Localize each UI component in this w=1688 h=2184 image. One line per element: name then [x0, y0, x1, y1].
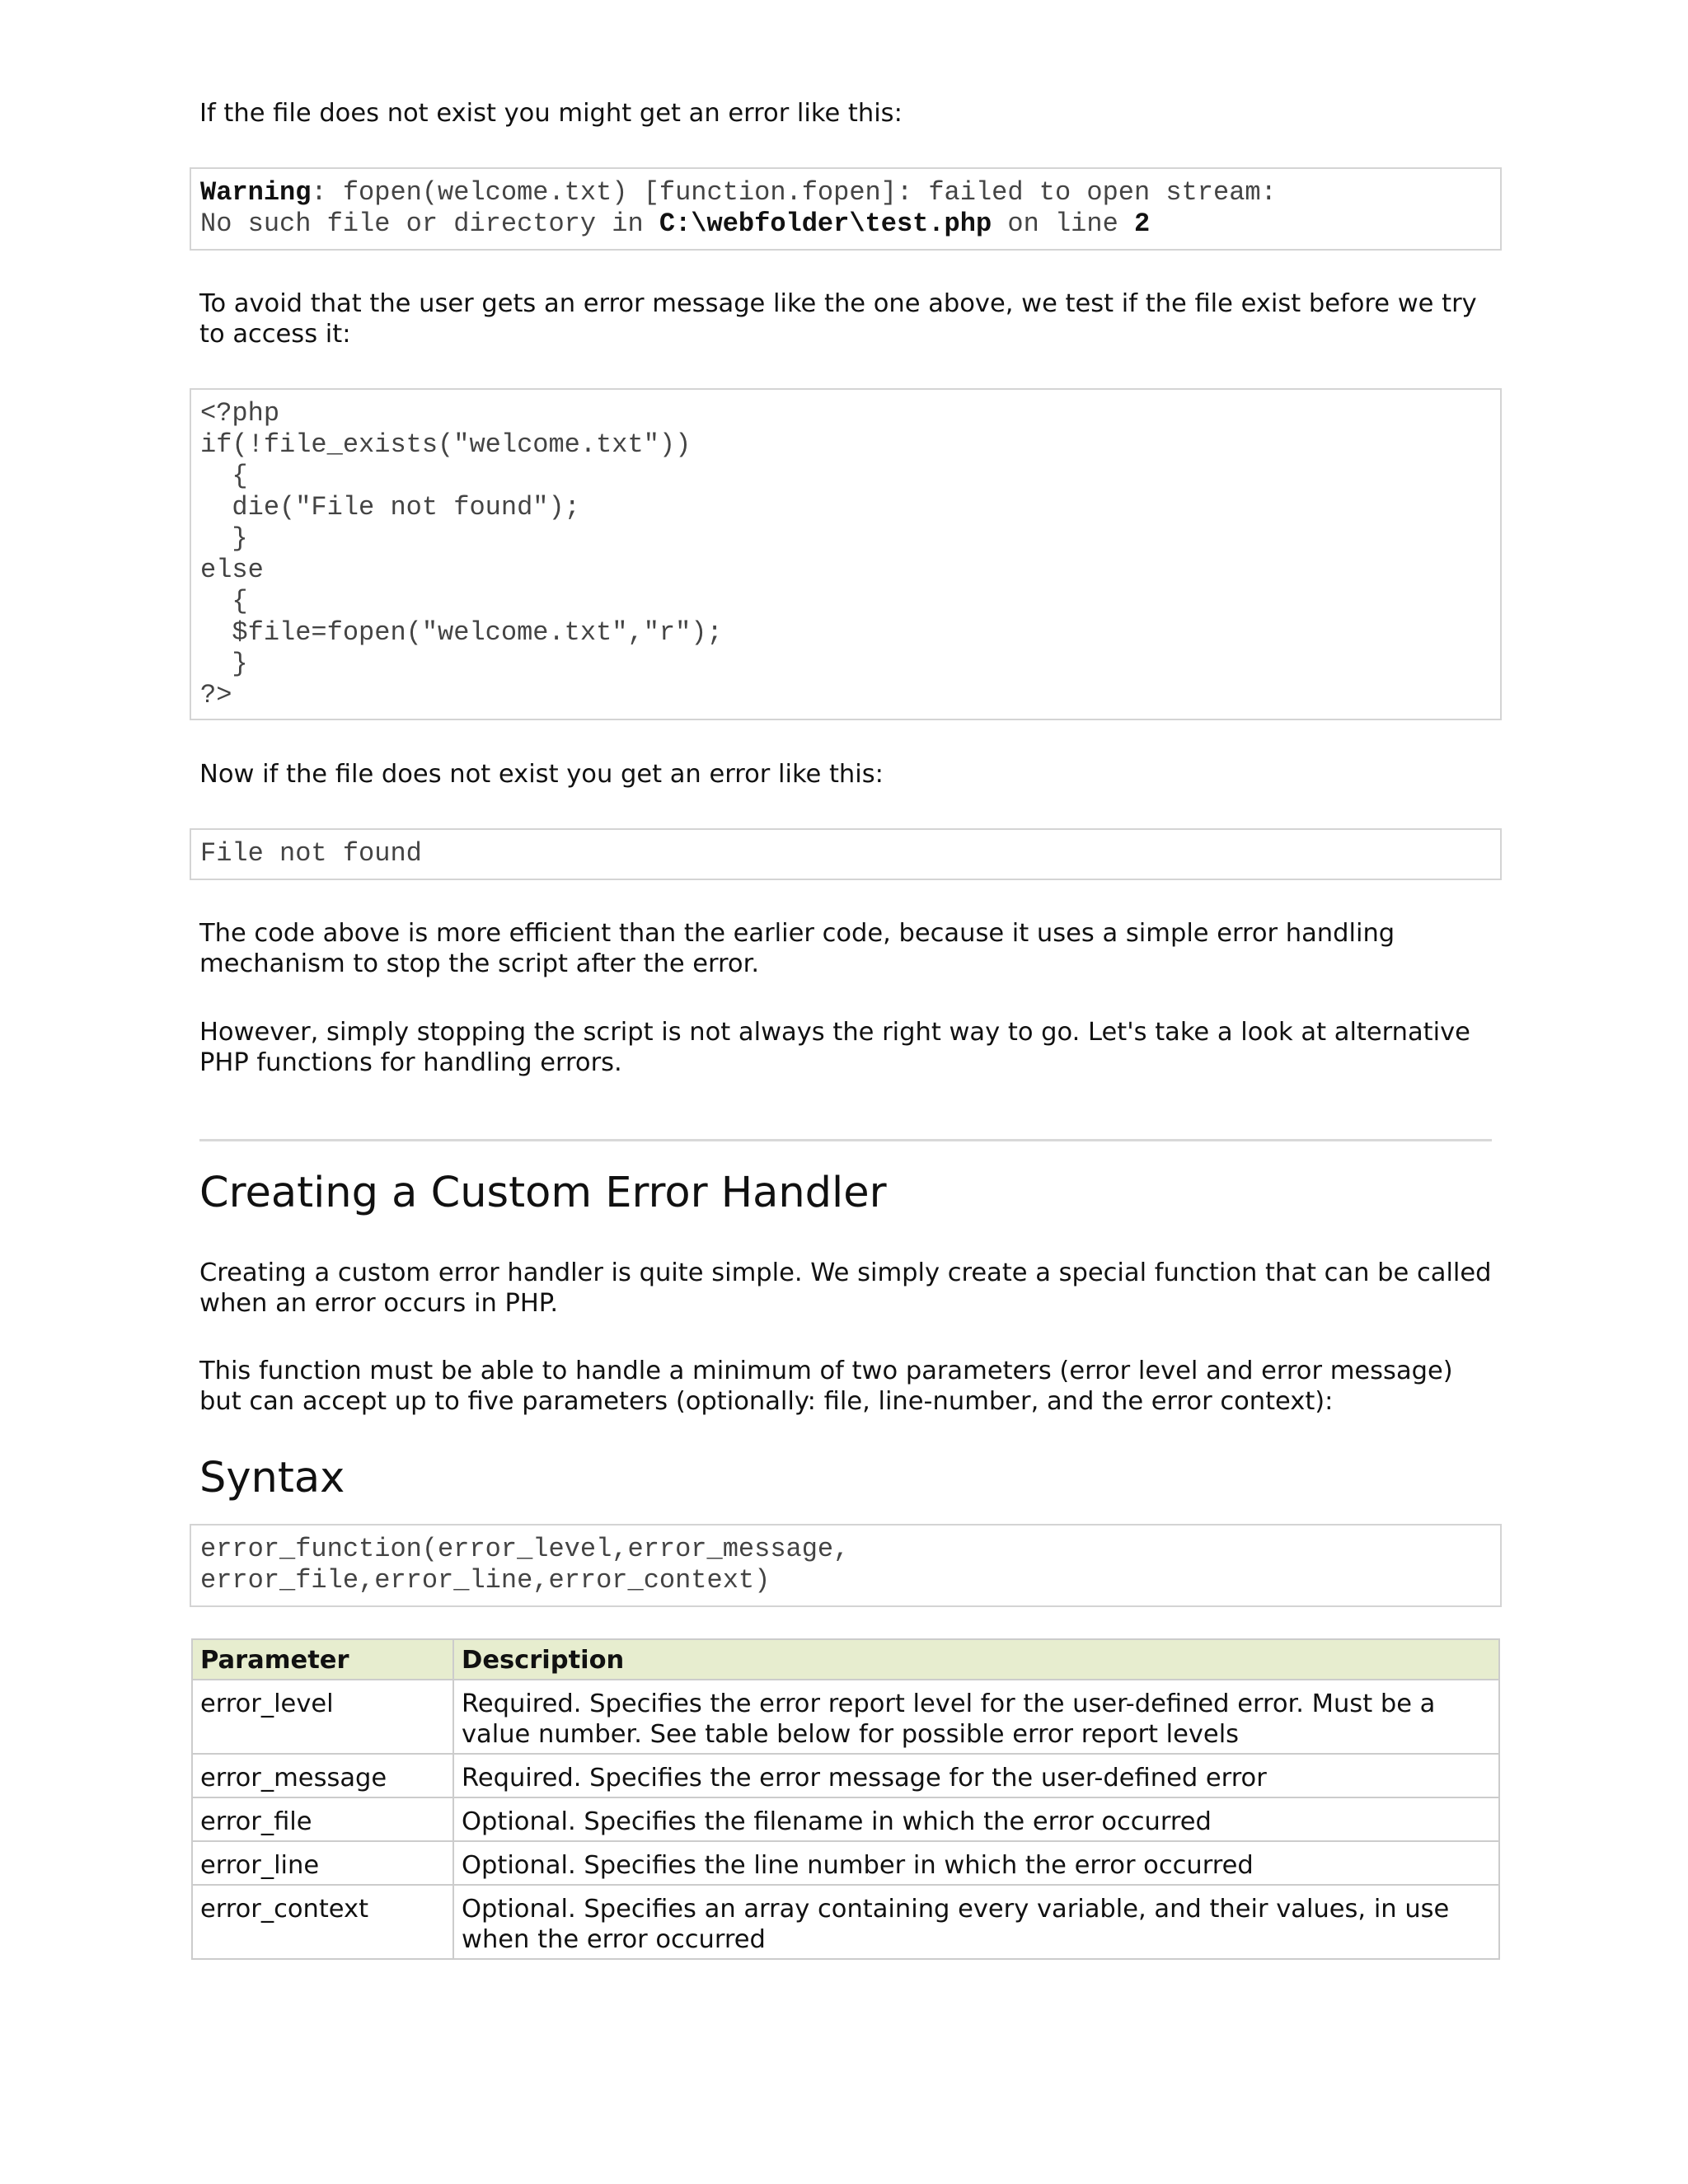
warning-line2: No such file or directory in: [200, 209, 659, 239]
warning-line-number: 2: [1133, 209, 1151, 239]
now-paragraph: Now if the file does not exist you get an error like this:: [199, 760, 884, 789]
param-description-cell: Required. Specifies the error report level for the user-defined error. Must be a value number. See table below for possible error report levels: [453, 1680, 1499, 1754]
efficient-paragraph: The code above is more efficient than the earlier code, because it uses a simple error handling mechanism to stop the script after the error.: [199, 919, 1395, 978]
table-row: [192, 1885, 1499, 1959]
param-description-cell: Optional. Specifies an array containing every variable, and their values, in use when the error occurred: [453, 1885, 1499, 1959]
param-description-cell: Required. Specifies the error message for the user-defined error: [453, 1754, 1499, 1797]
section-heading: Creating a Custom Error Handler: [199, 1169, 887, 1217]
param-description-cell: Optional. Specifies the filename in which the error occurred: [453, 1797, 1499, 1841]
table-row: [192, 1680, 1499, 1754]
syntax-code-box: [190, 1524, 1502, 1607]
warning-line1: : fopen(welcome.txt) [function.fopen]: failed to open stream:: [311, 177, 1277, 208]
php-code-box: [190, 388, 1502, 720]
param-name-cell: error_line: [192, 1841, 453, 1885]
param-name-cell: error_context: [192, 1885, 453, 1959]
warning-output-box: [190, 167, 1502, 251]
output-box: [190, 828, 1502, 880]
parameters-paragraph: This function must be able to handle a minimum of two parameters (error level and error message) but can accept up to five parameters (optionally: file, line-number, and the error context):: [199, 1357, 1453, 1416]
intro-paragraph: If the file does not exist you might get an error like this:: [199, 99, 903, 128]
warning-path: C:\webfolder\test.php: [659, 209, 992, 239]
however-paragraph: However, simply stopping the script is not always the right way to go. Let's take a look at alternative PHP functions for handling errors.: [199, 1018, 1470, 1077]
warning-on-line: on line: [992, 209, 1134, 239]
warning-output: [200, 177, 1500, 240]
custom-handler-paragraph: Creating a custom error handler is quite simple. We simply create a special function that can be called when an error occurs in PHP.: [199, 1258, 1492, 1318]
php-code-example: <?php if(!file_exists("welcome.txt")) { die("File not found"); } else { $file=fopen("welcome.txt","r"); } ?>: [200, 398, 723, 710]
syntax-heading: Syntax: [199, 1454, 345, 1502]
table-row: [192, 1841, 1499, 1885]
table-row: [192, 1754, 1499, 1797]
param-description-cell: Optional. Specifies the line number in which the error occurred: [453, 1841, 1499, 1885]
warning-label: Warning: [200, 177, 312, 208]
parameters-table: [191, 1638, 1500, 1960]
param-name-cell: error_message: [192, 1754, 453, 1797]
table-header-parameter: Parameter: [192, 1639, 453, 1680]
table-header-row: [192, 1639, 1499, 1680]
avoid-paragraph: To avoid that the user gets an error message like the one above, we test if the file exist before we try to access it:: [199, 289, 1477, 349]
table-row: [192, 1797, 1499, 1841]
param-name-cell: error_level: [192, 1680, 453, 1754]
syntax-code: error_function(error_level,error_message, error_file,error_line,error_context): [200, 1534, 850, 1596]
output-text: File not found: [200, 838, 422, 869]
table-header-description: Description: [453, 1639, 1499, 1680]
param-name-cell: error_file: [192, 1797, 453, 1841]
section-divider: [199, 1139, 1492, 1141]
